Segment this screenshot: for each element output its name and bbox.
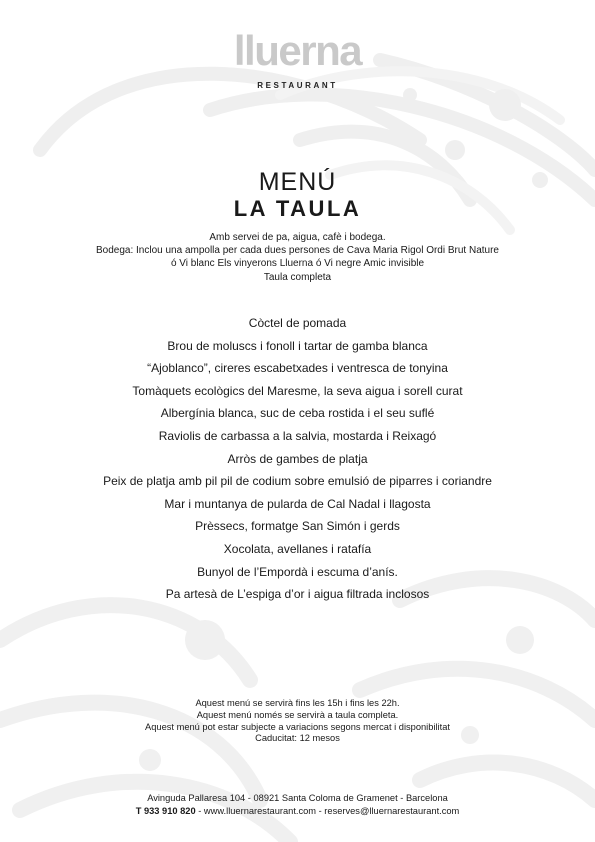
intro-line: Taula completa	[263, 271, 332, 283]
dish-list	[0, 312, 595, 606]
dish-item: Prèssecs, formatge San Simón i gerds	[195, 519, 400, 534]
intro-line: Amb servei de pa, aigua, cafè i bodega.	[209, 232, 386, 243]
note-line: Aquest menú pot estar subjecte a variacions segons mercat i disponibilitat	[145, 721, 450, 732]
dish-item: Bunyol de l’Empordà i escuma d’anís.	[197, 564, 398, 579]
restaurant-logo	[0, 27, 595, 90]
intro-line: ó Vi blanc Els vinyerons Lluerna ó Vi negre Amic invisible	[170, 258, 425, 270]
logo-wordmark: lluerna	[233, 27, 362, 74]
dish-item: Tomàquets ecològics del Maresme, la seva aigua i sorell curat	[132, 383, 463, 398]
menu-intro	[0, 231, 595, 284]
dish-item: Arròs de gambes de platja	[227, 451, 368, 466]
dish-item: Mar i muntanya de pularda de Cal Nadal i llagosta	[164, 496, 431, 511]
dish-item: Còctel de pomada	[248, 316, 347, 330]
dish-item: Pa artesà de L’espiga d’or i aigua filtrada inclosos	[165, 587, 430, 602]
footer	[0, 792, 595, 818]
menu-title-line-1: MENÚ	[258, 168, 337, 196]
intro-line: Bodega: Inclou una ampolla per cada dues persones de Cava Maria Rigol Ordi Brut Nature	[95, 245, 499, 257]
note-line: Aquest menú se servirà fins les 15h i fins les 22h.	[195, 698, 400, 708]
menu-title-line-2: LA TAULA	[233, 196, 362, 221]
dish-item: Albergínia blanca, suc de ceba rostida i el seu suflé	[160, 406, 435, 421]
menu-title	[0, 168, 595, 222]
dish-item: Raviolis de carbassa a la salvia, mostarda i Reixagó	[158, 428, 437, 443]
note-line: Aquest menú només se servirà a taula completa.	[196, 709, 399, 720]
footer-address: Avinguda Pallaresa 104 - 08921 Santa Coloma de Gramenet - Barcelona	[147, 793, 448, 803]
logo-subtitle: RESTAURANT	[257, 81, 338, 90]
footer-phone: T 933 910 820	[135, 806, 196, 816]
dish-item: Xocolata, avellanes i ratafía	[223, 541, 372, 556]
dish-item: “Ajoblanco”, cireres escabetxades i ventresca de tonyina	[147, 361, 448, 376]
dish-item: Peix de platja amb pil pil de codium sobre emulsió de piparres i coriandre	[103, 474, 492, 489]
note-line: Caducitat: 12 mesos	[255, 733, 340, 744]
dish-item: Brou de moluscs i fonoll i tartar de gamba blanca	[167, 338, 428, 353]
footer-contact-line	[0, 805, 595, 818]
menu-notes	[0, 698, 595, 745]
footer-web-email: - www.lluernarestaurant.com - reserves@lluernarestaurant.com	[195, 806, 460, 816]
